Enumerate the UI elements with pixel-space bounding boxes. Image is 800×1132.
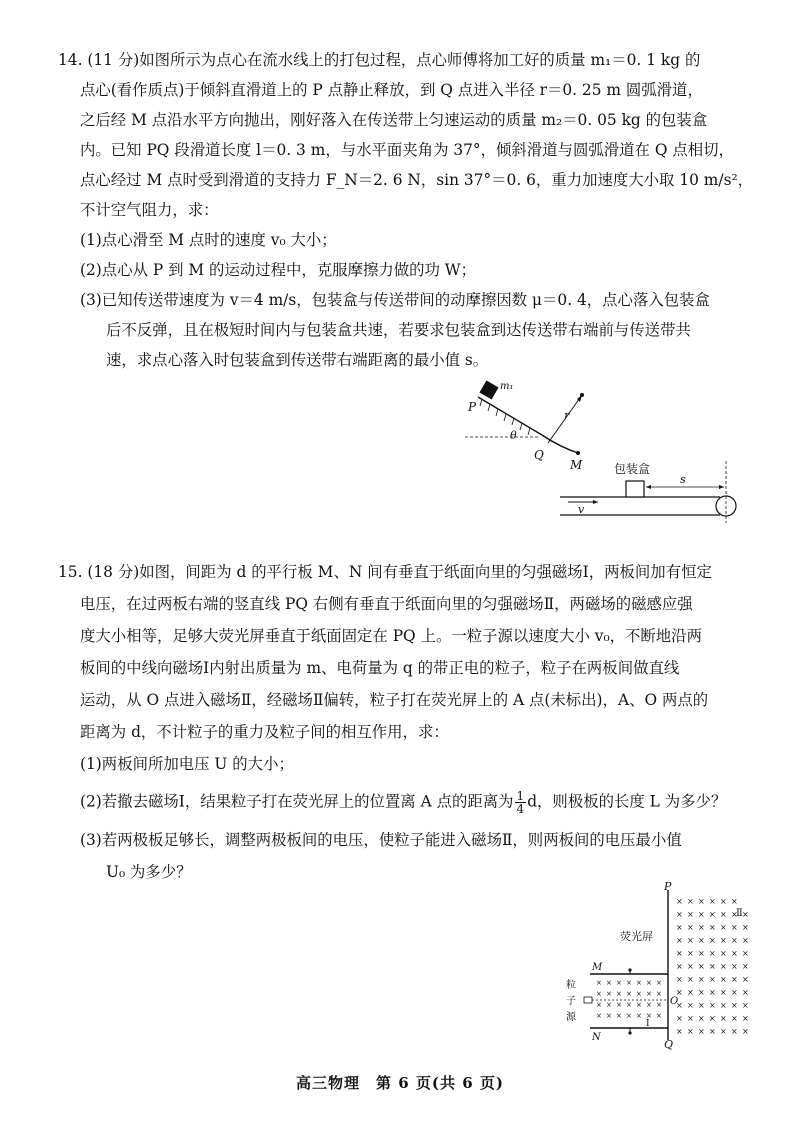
field-cross-mark: × bbox=[731, 988, 738, 997]
field-cross-mark: × bbox=[731, 1027, 738, 1036]
field-cross-mark: × bbox=[742, 949, 749, 958]
q15-sub-3: (3)若两极板足够长，调整两极板间的电压，使粒子能进入磁场Ⅱ，则两板间的电压最小值 bbox=[80, 831, 682, 849]
field-cross-mark: × bbox=[709, 988, 716, 997]
fraction-numerator: 1 bbox=[516, 789, 525, 803]
field-cross-mark: × bbox=[742, 1014, 749, 1023]
label-v: v bbox=[578, 503, 585, 516]
field-cross-mark: × bbox=[687, 936, 694, 945]
distance-s-arrow-right bbox=[719, 485, 724, 489]
field-cross-mark: × bbox=[698, 936, 705, 945]
q15-sub-2-pre: (2)若撤去磁场Ⅰ，结果粒子打在荧光屏上的位置离 A 点的距离为 bbox=[80, 792, 514, 811]
particle-source bbox=[584, 997, 592, 1003]
q15-figure bbox=[560, 880, 760, 1050]
q14-sub-3: (3)已知传送带速度为 v＝4 m/s，包装盒与传送带间的动摩擦因数 μ＝0. 4，点心落入包装盒 bbox=[80, 291, 710, 309]
label-Q: Q bbox=[534, 448, 544, 462]
page-footer: 高三物理 第 6 页(共 6 页) bbox=[296, 1074, 504, 1092]
label-theta: θ bbox=[510, 429, 517, 442]
q14-sub-3-cont2: 速，求点心落入时包装盒到传送带右端距离的最小值 s。 bbox=[106, 351, 489, 369]
field-cross-mark: × bbox=[731, 936, 738, 945]
field-cross-mark: × bbox=[687, 962, 694, 971]
q14-figure bbox=[460, 375, 750, 525]
label-source-3: 源 bbox=[566, 1012, 576, 1023]
field-cross-mark: × bbox=[731, 962, 738, 971]
label-field-I: Ⅰ bbox=[646, 1019, 650, 1029]
field-cross-mark: × bbox=[616, 1012, 622, 1020]
field-cross-mark: × bbox=[731, 949, 738, 958]
field-cross-mark: × bbox=[698, 923, 705, 932]
field-cross-mark: × bbox=[742, 962, 749, 971]
field-cross-mark: × bbox=[720, 988, 727, 997]
field-cross-mark: × bbox=[626, 990, 632, 998]
field-cross-mark: × bbox=[709, 949, 716, 958]
q14-sub-3-cont: 后不反弹，且在极短时间内与包装盒共速，若要求包装盒到达传送带右端前与传送带共 bbox=[106, 321, 691, 339]
fraction-one-quarter bbox=[515, 790, 527, 815]
q14-line-5: 点心经过 M 点时受到滑道的支持力 F_N＝2. 6 N，sin 37°＝0. 6，重力加速度大小取 10 m/s²， bbox=[80, 171, 754, 189]
field-cross-mark: × bbox=[656, 1001, 662, 1009]
field-cross-mark: × bbox=[676, 962, 683, 971]
field-cross-mark: × bbox=[709, 936, 716, 945]
field-cross-mark: × bbox=[646, 1012, 652, 1020]
field-cross-mark: × bbox=[731, 897, 738, 906]
label-s: s bbox=[680, 473, 686, 486]
field-cross-mark: × bbox=[698, 962, 705, 971]
field-cross-mark: × bbox=[742, 988, 749, 997]
field-cross-mark: × bbox=[709, 975, 716, 984]
label-source-1: 粒 bbox=[566, 980, 576, 991]
field-cross-mark: × bbox=[709, 923, 716, 932]
field-cross-mark: × bbox=[626, 979, 632, 987]
ramp-hatching bbox=[480, 399, 530, 435]
label-P: P bbox=[468, 400, 477, 414]
q15-sub-2 bbox=[80, 790, 726, 815]
q14-line-3: 之后经 M 点沿水平方向抛出，刚好落入在传送带上匀速运动的质量 m₂＝0. 05 kg 的包装盒 bbox=[80, 111, 708, 129]
field-cross-mark: × bbox=[616, 979, 622, 987]
field-cross-mark: × bbox=[596, 990, 602, 998]
label-m1: m₁ bbox=[500, 381, 514, 392]
field-cross-mark: × bbox=[731, 975, 738, 984]
fraction-denominator: 4 bbox=[516, 802, 525, 816]
field-cross-mark: × bbox=[731, 1001, 738, 1010]
field-cross-mark: × bbox=[676, 1001, 683, 1010]
field-cross-mark: × bbox=[606, 1012, 612, 1020]
field-cross-mark: × bbox=[709, 1027, 716, 1036]
field-cross-mark: × bbox=[596, 1012, 602, 1020]
q14-sub-1: (1)点心滑至 M 点时的速度 v₀ 大小； bbox=[80, 231, 337, 249]
field-cross-mark: × bbox=[687, 1001, 694, 1010]
distance-s-arrow-left bbox=[646, 485, 651, 489]
field-cross-mark: × bbox=[698, 1027, 705, 1036]
label-box: 包装盒 bbox=[614, 462, 651, 476]
field-cross-mark: × bbox=[709, 910, 716, 919]
field-cross-mark: × bbox=[698, 897, 705, 906]
field-cross-mark: × bbox=[687, 949, 694, 958]
q15-line-2: 电压，在过两板右端的竖直线 PQ 右侧有垂直于纸面向里的匀强磁场Ⅱ，两磁场的磁感应强 bbox=[80, 595, 693, 613]
q15-line-4: 板间的中线向磁场Ⅰ内射出质量为 m、电荷量为 q 的带正电的粒子，粒子在两板间做直线 bbox=[80, 659, 680, 677]
package-box bbox=[626, 481, 644, 497]
field-cross-mark: × bbox=[626, 1012, 632, 1020]
q15-sub-3-cont: U₀ 为多少？ bbox=[106, 863, 192, 881]
q15-line-6: 距离为 d，不计粒子的重力及粒子间的相互作用，求： bbox=[80, 723, 449, 741]
label-Q: Q bbox=[664, 1038, 674, 1051]
field-cross-mark: × bbox=[709, 962, 716, 971]
q14-line-4: 内。已知 PQ 段滑道长度 l＝0. 3 m，与水平面夹角为 37°，倾斜滑道与圆弧滑道在 Q 点相切， bbox=[80, 141, 734, 159]
field-cross-mark: × bbox=[636, 1012, 642, 1020]
q14-sub-2: (2)点心从 P 到 M 的运动过程中，克服摩擦力做的功 W； bbox=[80, 261, 477, 279]
field-cross-mark: × bbox=[616, 990, 622, 998]
field-cross-mark: × bbox=[687, 1027, 694, 1036]
field-cross-mark: × bbox=[676, 897, 683, 906]
field-cross-mark: × bbox=[698, 949, 705, 958]
field-cross-mark: × bbox=[742, 910, 749, 919]
field-cross-mark: × bbox=[646, 990, 652, 998]
q14-line-1: 14. (11 分)如图所示为点心在流水线上的打包过程，点心师傅将加工好的质量 m₁＝0. 1 kg 的 bbox=[58, 51, 701, 69]
field-cross-mark: × bbox=[606, 979, 612, 987]
field-cross-mark: × bbox=[676, 936, 683, 945]
field-cross-mark: × bbox=[646, 979, 652, 987]
field-cross-mark: × bbox=[720, 897, 727, 906]
field-cross-mark: × bbox=[742, 1027, 749, 1036]
label-O: O bbox=[670, 996, 679, 1007]
field-cross-mark: × bbox=[742, 936, 749, 945]
field-cross-mark: × bbox=[676, 910, 683, 919]
field-cross-mark: × bbox=[698, 1014, 705, 1023]
field-cross-mark: × bbox=[676, 949, 683, 958]
field-cross-mark: × bbox=[709, 1014, 716, 1023]
field-cross-mark: × bbox=[731, 923, 738, 932]
field-cross-mark: × bbox=[698, 910, 705, 919]
point-M bbox=[576, 451, 580, 455]
field-cross-mark: × bbox=[709, 1001, 716, 1010]
field-cross-mark: × bbox=[720, 962, 727, 971]
q15-line-3: 度大小相等，足够大荧光屏垂直于纸面固定在 PQ 上。一粒子源以速度大小 v₀，不断地沿两 bbox=[80, 627, 702, 645]
field-cross-mark: × bbox=[676, 1027, 683, 1036]
field-cross-mark: × bbox=[742, 1001, 749, 1010]
label-M: M bbox=[570, 458, 583, 472]
field-cross-mark: × bbox=[687, 1014, 694, 1023]
field-I-crosses bbox=[596, 979, 662, 1020]
field-cross-mark: × bbox=[626, 1001, 632, 1009]
q15-sub-1: (1)两板间所加电压 U 的大小； bbox=[80, 755, 294, 773]
velocity-arrowhead bbox=[593, 500, 598, 504]
field-cross-mark: × bbox=[720, 975, 727, 984]
field-cross-mark: × bbox=[720, 910, 727, 919]
field-cross-mark: × bbox=[636, 1001, 642, 1009]
field-cross-mark: × bbox=[676, 988, 683, 997]
label-M: M bbox=[592, 962, 603, 973]
q14-line-2: 点心(看作质点)于倾斜直滑道上的 P 点静止释放，到 Q 点进入半径 r＝0. 25 m 圆弧滑道， bbox=[80, 81, 703, 99]
label-screen: 荧光屏 bbox=[620, 930, 653, 943]
field-cross-mark: × bbox=[720, 1027, 727, 1036]
field-cross-mark: × bbox=[731, 1014, 738, 1023]
field-cross-mark: × bbox=[709, 897, 716, 906]
field-cross-mark: × bbox=[636, 990, 642, 998]
field-cross-mark: × bbox=[720, 1014, 727, 1023]
arc-track bbox=[542, 435, 578, 453]
field-cross-mark: × bbox=[676, 1014, 683, 1023]
q15-line-1: 15. (18 分)如图，间距为 d 的平行板 M、N 间有垂直于纸面向里的匀强磁场Ⅰ，两板间加有恒定 bbox=[58, 563, 712, 581]
field-cross-mark: × bbox=[676, 975, 683, 984]
field-cross-mark: × bbox=[646, 1001, 652, 1009]
q15-line-5: 运动，从 O 点进入磁场Ⅱ，经磁场Ⅱ偏转，粒子打在荧光屏上的 A 点(未标出)，A、O 两点的 bbox=[80, 691, 709, 709]
field-cross-mark: × bbox=[698, 988, 705, 997]
field-cross-mark: × bbox=[720, 936, 727, 945]
field-cross-mark: × bbox=[687, 897, 694, 906]
field-cross-mark: × bbox=[676, 923, 683, 932]
field-cross-mark: × bbox=[616, 1001, 622, 1009]
label-N: N bbox=[592, 1032, 601, 1043]
field-cross-mark: × bbox=[606, 990, 612, 998]
field-cross-mark: × bbox=[656, 990, 662, 998]
field-cross-mark: × bbox=[596, 1001, 602, 1009]
field-cross-mark: × bbox=[742, 975, 749, 984]
field-cross-mark: × bbox=[606, 1001, 612, 1009]
label-field-II: Ⅱ bbox=[736, 908, 743, 919]
q15-sub-2-post: d，则极板的长度 L 为多少？ bbox=[527, 792, 727, 811]
pastry-block bbox=[479, 380, 498, 399]
field-cross-mark: × bbox=[596, 979, 602, 987]
field-cross-mark: × bbox=[698, 1001, 705, 1010]
field-cross-mark: × bbox=[687, 988, 694, 997]
field-cross-mark: × bbox=[720, 923, 727, 932]
field-cross-mark: × bbox=[656, 1012, 662, 1020]
arc-center bbox=[580, 393, 584, 397]
field-cross-mark: × bbox=[742, 923, 749, 932]
field-cross-mark: × bbox=[687, 923, 694, 932]
label-r: r bbox=[564, 409, 570, 422]
label-source-2: 子 bbox=[566, 996, 576, 1007]
label-P: P bbox=[664, 880, 672, 893]
field-cross-mark: × bbox=[720, 1001, 727, 1010]
field-cross-mark: × bbox=[731, 910, 738, 919]
field-cross-mark: × bbox=[687, 975, 694, 984]
field-cross-mark: × bbox=[636, 979, 642, 987]
field-cross-mark: × bbox=[687, 910, 694, 919]
q14-line-6: 不计空气阻力，求： bbox=[80, 201, 219, 219]
field-cross-mark: × bbox=[720, 949, 727, 958]
field-cross-mark: × bbox=[698, 975, 705, 984]
field-cross-mark: × bbox=[656, 979, 662, 987]
